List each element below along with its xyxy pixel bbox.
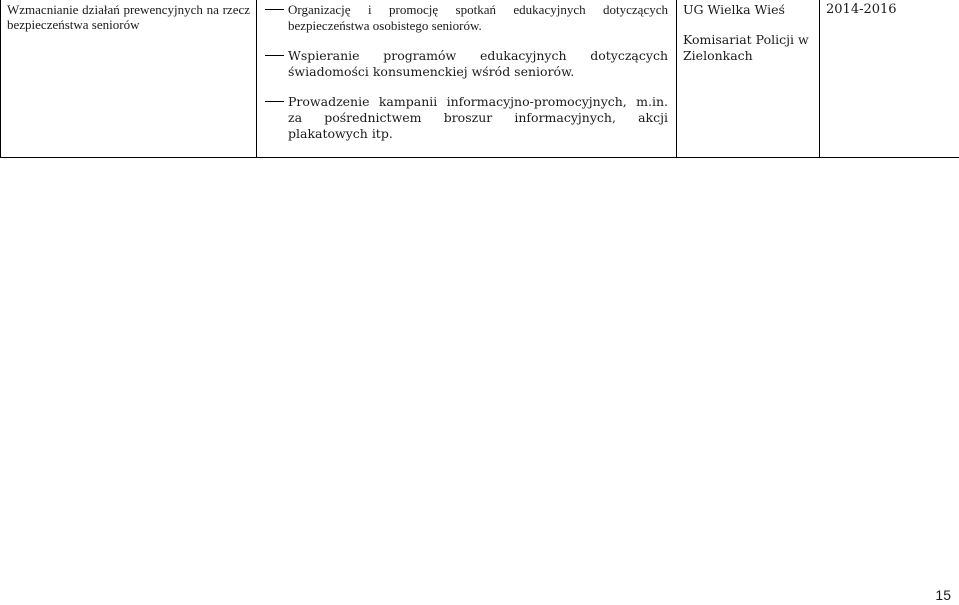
task-text: Prowadzenie kampanii informacyjno-promocyjnych, m.in. za pośrednictwem broszur informacyjnych, akcji plakatowych itp. <box>288 94 668 141</box>
dash-bullet-icon <box>265 55 284 56</box>
executors <box>677 0 819 64</box>
list-item <box>265 94 668 142</box>
period-text: 2014-2016 <box>826 2 897 17</box>
goal-text: Wzmacnianie działań prewencyjnych na rzecz bezpieczeństwa seniorów <box>7 2 250 32</box>
dash-bullet-icon <box>265 9 284 10</box>
action-plan-table <box>0 0 959 158</box>
executor-name: Komisariat Policji w Zielonkach <box>683 32 809 63</box>
period-cell <box>820 0 959 158</box>
task-text: Organizację i promocję spotkań edukacyjnych dotyczących bezpieczeństwa osobistego seniorów. <box>288 2 668 33</box>
list-item <box>265 2 668 34</box>
task-text: Wspieranie programów edukacyjnych dotyczących świadomości konsumenckiej wśród seniorów. <box>288 48 668 79</box>
table-row <box>1 0 959 158</box>
page-number: 15 <box>935 587 951 603</box>
executors-cell <box>677 0 820 158</box>
executor-name: UG Wielka Wieś <box>683 2 785 17</box>
list-item <box>265 48 668 80</box>
goal-cell <box>1 0 257 158</box>
tasks-cell <box>257 0 677 158</box>
dash-bullet-icon <box>265 101 284 102</box>
tasks-list <box>257 0 676 142</box>
